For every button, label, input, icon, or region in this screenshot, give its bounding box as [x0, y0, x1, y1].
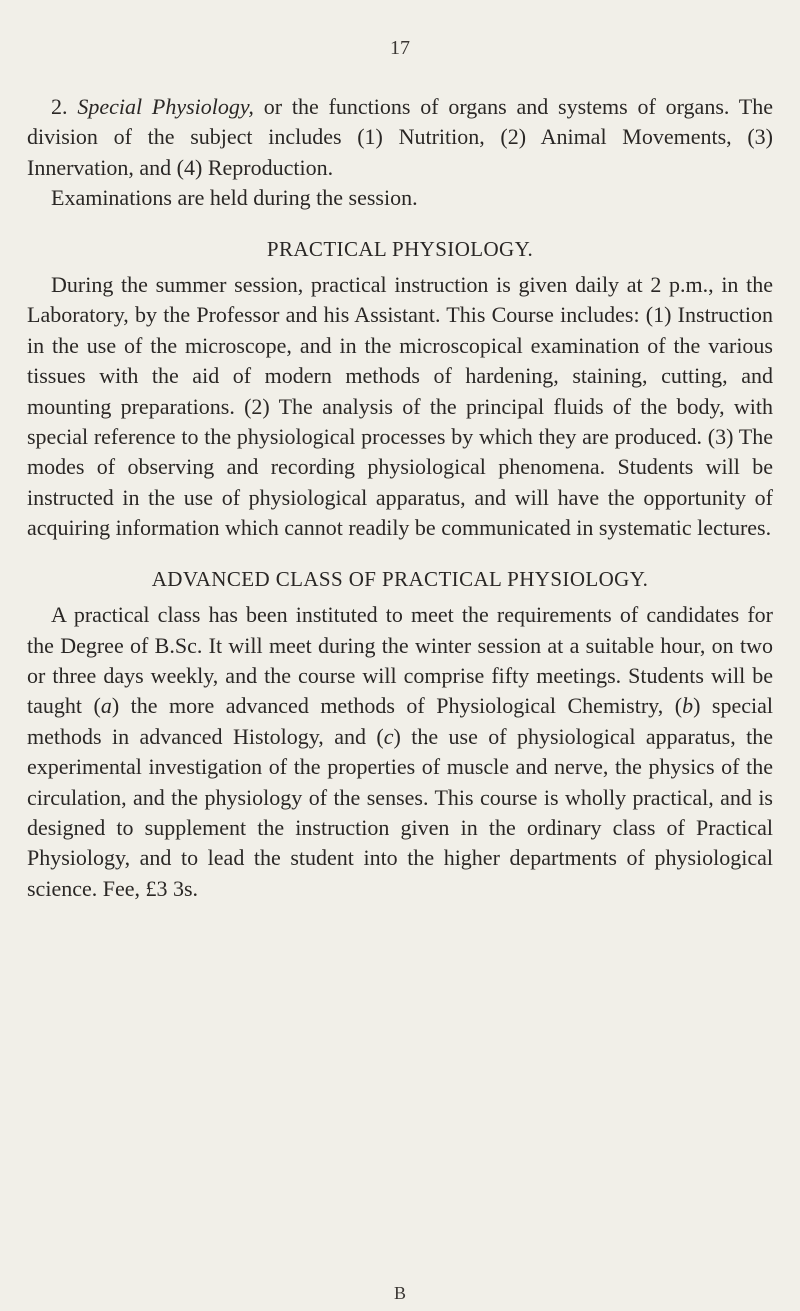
main-text — [27, 92, 773, 904]
special-physiology-paragraph — [27, 92, 773, 183]
advanced-mark-b: b — [682, 693, 694, 719]
special-physiology-number: 2. — [51, 94, 68, 119]
advanced-mark-a: a — [100, 693, 112, 719]
special-physiology-text: or the functions of organs and systems of organs. The division of the subject includes (1) Nutrition, (2) Animal Movements, (3) Innervation, and (4) Reproduction. — [27, 94, 773, 180]
advanced-text-part-1: A practical class has been instituted to meet the requirements of candidates for the Degree of B.Sc. It will meet during the winter session at a suitable hour, on two or three days weekly, and the course will comprise fifty meetings. Students will be taught ( — [27, 602, 773, 719]
examinations-paragraph: Examinations are held during the session. — [51, 185, 418, 211]
page-number: 17 — [390, 37, 410, 59]
advanced-class-paragraph — [27, 600, 773, 904]
advanced-class-heading: ADVANCED CLASS OF PRACTICAL PHYSIOLOGY. — [151, 566, 649, 591]
advanced-mark-c: c — [383, 723, 394, 749]
practical-physiology-heading: PRACTICAL PHYSIOLOGY. — [266, 236, 534, 261]
special-physiology-title: Special Physiology, — [77, 94, 254, 119]
advanced-text-part-2: ) the more advanced methods of Physiological Chemistry, ( — [111, 693, 683, 719]
advanced-text-part-4: ) the use of physiological apparatus, the experimental investigation of the properties of muscle and nerve, the physics of the circulation, and the physiology of the senses. This course is wholly practical, and is designed to supplement the instruction given in the ordinary class of Practical Physiology, and to lead the student into the higher departments of physiological science. Fee, £3 3s. — [27, 723, 773, 901]
signature-mark: B — [393, 1283, 406, 1303]
advanced-text-part-3: ) special methods in advanced Histology, and ( — [27, 693, 773, 749]
practical-physiology-paragraph: During the summer session, practical instruction is given daily at 2 p.m., in the Laboratory, by the Professor and his Assistant. This Course includes: (1) Instruction in the use of the microscope, and in the microscopical examination of the various tissues with the aid of modern methods of hardening, staining, cutting, and mounting preparations. (2) The analysis of the principal fluids of the body, with special reference to the physiological processes by which they are produced. (3) The modes of observing and recording physiological phenomena. Students will be instructed in the use of physiological apparatus, and will have the opportunity of acquiring information which cannot readily be communicated in systematic lectures. — [27, 272, 773, 541]
